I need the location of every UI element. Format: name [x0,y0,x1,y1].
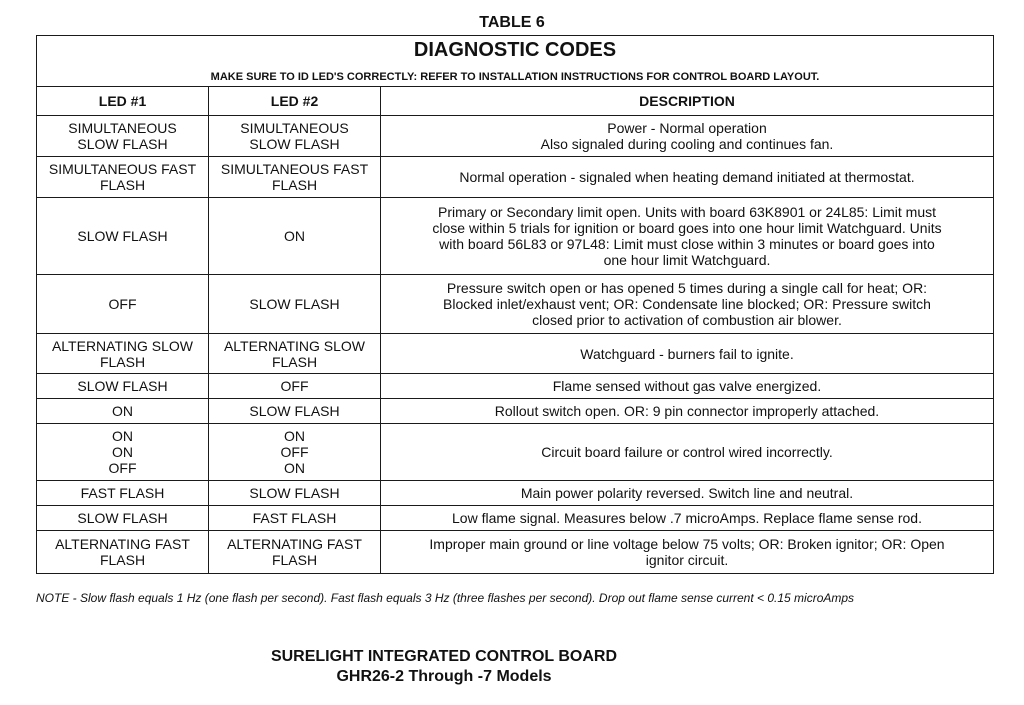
led1-cell-line: FLASH [99,552,146,568]
led1-cell-line: SLOW FLASH [77,228,168,244]
description-cell [381,198,994,275]
description-cell [381,424,994,481]
led1-cell-line: ALTERNATING FAST [55,536,190,552]
description-cell [381,399,994,424]
description-cell [381,374,994,399]
led1-cell [37,424,209,481]
led1-cell [37,275,209,334]
caption-line2: GHR26-2 Through -7 Models [336,668,552,685]
led1-cell-line: OFF [108,460,137,476]
led2-cell-line: FAST FLASH [252,510,337,526]
led2-cell-line: ON [284,228,305,244]
led2-cell-line: SIMULTANEOUS [240,120,349,136]
column-header-led2: LED #2 [209,87,381,116]
led2-cell-line: OFF [280,378,309,394]
description-cell-line: with board 56L83 or 97L48: Limit must close within 3 minutes or board goes into [439,236,935,252]
column-header-led1: LED #1 [37,87,209,116]
led2-cell-line: FLASH [271,552,318,568]
description-cell-line: Watchguard - burners fail to ignite. [580,345,794,362]
description-cell [381,116,994,157]
led1-cell-line: SLOW FLASH [77,510,168,526]
led2-cell-line: ON [284,460,305,476]
led1-cell-line: SIMULTANEOUS [68,120,177,136]
description-cell-line: Primary or Secondary limit open. Units with board 63K8901 or 24L85: Limit must [437,204,936,220]
led1-cell-line: ALTERNATING SLOW [51,337,194,354]
led1-cell-line: FLASH [99,353,146,370]
led1-cell [37,374,209,399]
description-cell-line: Power - Normal operation [607,120,767,136]
table-body [37,116,994,574]
led1-cell-line: ON [112,428,133,444]
description-cell-line: Normal operation - signaled when heating demand initiated at thermostat. [459,169,915,185]
description-cell [381,531,994,574]
table-title: DIAGNOSTIC CODES [413,39,617,61]
led1-cell [37,334,209,374]
description-cell-line: ignitor circuit. [645,552,729,568]
description-cell-line: one hour limit Watchguard. [603,252,771,268]
led2-cell [209,506,381,531]
description-cell [381,334,994,374]
table-row [37,399,994,424]
led1-cell [37,481,209,506]
led2-cell-line: SLOW FLASH [249,403,340,419]
footnote: NOTE - Slow flash equals 1 Hz (one flash per second). Fast flash equals 3 Hz (three flashes per second). Drop out flame sense current < 0.15 microAmps [36,591,855,605]
description-cell [381,481,994,506]
description-cell-line: Low flame signal. Measures below .7 microAmps. Replace flame sense rod. [452,510,922,526]
led1-cell-line: FAST FLASH [80,485,165,501]
table-row [37,481,994,506]
led2-cell [209,275,381,334]
led1-cell-line: SLOW FLASH [77,136,168,152]
description-cell-line: Also signaled during cooling and continues fan. [540,136,834,152]
led2-cell-line: SLOW FLASH [249,485,340,501]
column-header-row [37,87,994,116]
table-row [37,157,994,198]
description-cell-line: Rollout switch open. OR: 9 pin connector improperly attached. [494,403,880,419]
led2-cell [209,198,381,275]
led2-cell-line: SLOW FLASH [249,136,340,152]
description-cell-line: close within 5 trials for ignition or board goes into one hour limit Watchguard. Units [432,220,942,236]
led2-cell-line: ON [284,428,305,444]
table-label: TABLE 6 [479,14,545,31]
caption-line1: SURELIGHT INTEGRATED CONTROL BOARD [270,648,618,665]
led2-cell [209,481,381,506]
led2-cell-line: SIMULTANEOUS FAST [220,161,369,177]
description-cell-line: Improper main ground or line voltage below 75 volts; OR: Broken ignitor; OR: Open [429,536,945,552]
description-cell [381,506,994,531]
led2-cell-line: ALTERNATING FAST [227,536,362,552]
description-cell-line: Pressure switch open or has opened 5 times during a single call for heat; OR: [446,280,928,296]
led2-cell-line: OFF [280,444,309,460]
table-row [37,116,994,157]
led1-cell [37,116,209,157]
description-cell-line: Main power polarity reversed. Switch line and neutral. [520,485,854,501]
led2-cell [209,424,381,481]
led2-cell [209,399,381,424]
table-row [37,531,994,574]
led2-cell [209,116,381,157]
table-row [37,198,994,275]
led1-cell [37,506,209,531]
led1-cell-line: ON [112,444,133,460]
column-header-description: DESCRIPTION [381,87,994,116]
led2-cell-line: FLASH [271,177,318,193]
led2-cell-line: SLOW FLASH [249,296,340,312]
description-cell-line: Circuit board failure or control wired incorrectly. [541,444,833,460]
led1-cell-line: OFF [108,296,137,312]
table-row [37,506,994,531]
led1-cell [37,399,209,424]
led1-cell [37,157,209,198]
led1-cell [37,531,209,574]
description-cell-line: closed prior to activation of combustion air blower. [532,312,842,328]
led2-cell [209,334,381,374]
table-row [37,374,994,399]
description-cell-line: Blocked inlet/exhaust vent; OR: Condensate line blocked; OR: Pressure switch [443,296,931,312]
led2-cell [209,531,381,574]
description-cell [381,275,994,334]
table-note: MAKE SURE TO ID LED'S CORRECTLY: REFER TO INSTALLATION INSTRUCTIONS FOR CONTROL BOARD LAYOUT. [210,71,820,83]
led2-cell [209,374,381,399]
description-cell [381,157,994,198]
table-header [37,36,994,87]
led1-cell [37,198,209,275]
table-row [37,275,994,334]
led1-cell-line: FLASH [99,177,146,193]
table-row [37,424,994,481]
led2-cell-line: FLASH [271,353,318,370]
description-cell-line: Flame sensed without gas valve energized. [552,378,822,394]
led2-cell [209,157,381,198]
led1-cell-line: SIMULTANEOUS FAST [48,161,197,177]
diagnostic-codes-table [36,35,994,574]
table-row [37,334,994,374]
led1-cell-line: ON [112,403,133,419]
led1-cell-line: SLOW FLASH [77,378,168,394]
led2-cell-line: ALTERNATING SLOW [223,337,366,354]
table-header-row [37,36,994,87]
